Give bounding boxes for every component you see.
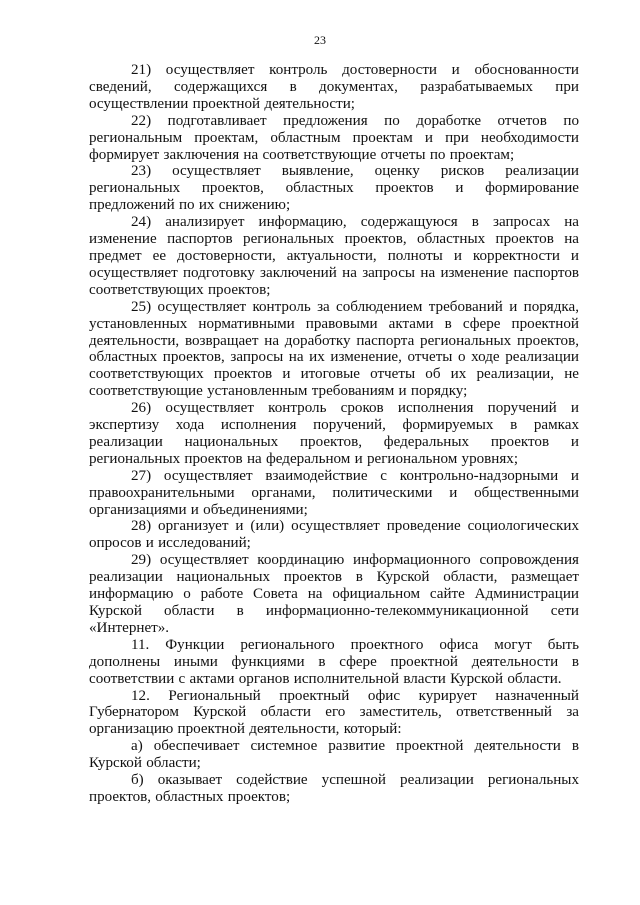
section-11: 11. Функции регионального проектного офиса могут быть дополнены иными функциями в сфере проектной деятельности в соответствии с актами органов исполнительной власти Курской области. bbox=[89, 636, 579, 687]
section-12: 12. Региональный проектный офис курирует назначенный Губернатором Курской области его заместитель, ответственный за организацию проектной деятельности, который: bbox=[89, 687, 579, 738]
item-29: 29) осуществляет координацию информационного сопровождения реализации национальных проектов в Курской области, размещает информацию о работе Совета на официальном сайте Администрации Курской области в информационно-телекоммуникационной сети «Интернет». bbox=[89, 552, 579, 636]
subitem-b: б) оказывает содействие успешной реализации региональных проектов, областных проектов; bbox=[89, 772, 579, 805]
item-24: 24) анализирует информацию, содержащуюся в запросах на изменение паспортов региональных проектов, областных проектов на предмет ее достоверности, актуальности, полноты и корректности и осуществляет подготовку заключений на запросы на изменение паспортов соответствующих проектов; bbox=[89, 214, 579, 298]
item-25: 25) осуществляет контроль за соблюдением требований и порядка, установленных нормативными правовыми актами в сфере проектной деятельности, возвращает на доработку паспорта региональных проектов, областных проектов, запросы на их изменение, отчеты о ходе реализации соответствующих проектов и итоговые отчеты об их реализации, не соответствующие установленным требованиям и порядку; bbox=[89, 298, 579, 400]
page-number: 23 bbox=[314, 33, 326, 47]
item-22: 22) подготавливает предложения по доработке отчетов по региональным проектам, областным проектам и при необходимости формирует заключения на соответствующие отчеты по проектам; bbox=[89, 112, 579, 163]
document-body bbox=[89, 62, 579, 806]
item-27: 27) осуществляет взаимодействие с контрольно-надзорными и правоохранительными органами, политическими и общественными организациями и объединениями; bbox=[89, 467, 579, 518]
item-23: 23) осуществляет выявление, оценку рисков реализации региональных проектов, областных проектов и формирование предложений по их снижению; bbox=[89, 163, 579, 214]
item-28: 28) организует и (или) осуществляет проведение социологических опросов и исследований; bbox=[89, 518, 579, 552]
item-21: 21) осуществляет контроль достоверности и обоснованности сведений, содержащихся в документах, разрабатываемых при осуществлении проектной деятельности; bbox=[89, 62, 579, 112]
subitem-a: а) обеспечивает системное развитие проектной деятельности в Курской области; bbox=[89, 738, 579, 772]
item-26: 26) осуществляет контроль сроков исполнения поручений и экспертизу хода исполнения поручений, формируемых в рамках реализации национальных проектов, федеральных проектов и региональных проектов на федеральном и региональном уровнях; bbox=[89, 400, 579, 467]
